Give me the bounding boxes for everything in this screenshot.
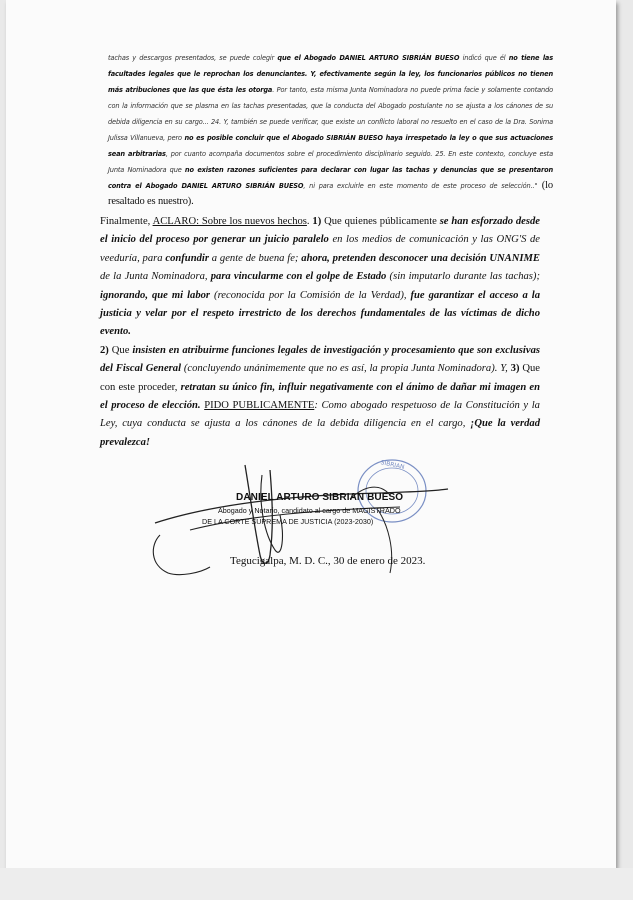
- italic-text: a gente de buena fe;: [208, 252, 302, 264]
- italic-text: (reconocida por la Comisión de la Verdad),: [210, 289, 411, 301]
- emphasis: confundir: [165, 252, 209, 264]
- quote-note: (lo resaltado es nuestro).: [108, 180, 553, 207]
- quote-bold: no es posible concluir que el Abogado SIBRIÁN BUESO haya irrespetado la ley o que sus actuaciones sean arbitrarias: [108, 134, 553, 158]
- quote-text: . Por tanto, esta misma Junta Nominadora no puede prima facie y solamente contando con la información que se plasma en las tachas presentadas, que la conducta del Abogado postulante no se ajusta a los cánones de su debida diligencia en su cargo... 24. Y, también se puede verificar, que existe un conflicto laboral no resuelto en el caso de la Dra. Sonima Julissa Villanueva, pero: [108, 86, 553, 142]
- italic-text: en los medios de comunicación y las ONG'S de veeduría, para: [100, 234, 540, 264]
- emphasis: se han esforzado desde el inicio del proceso por generar un juicio paralelo: [100, 216, 541, 246]
- emphasis: fue garantizar el acceso a la justicia y velar por el respeto irrestricto de los derechos fundamentales de las víctimas de dicho evento.: [100, 289, 540, 338]
- body-text: Que quienes públicamente: [321, 216, 440, 227]
- aclaro-heading: ACLARO: Sobre los nuevos hechos: [152, 216, 307, 227]
- quote-text: indicó que él: [459, 54, 509, 62]
- emphasis: insisten en atribuirme funciones legales de investigación y procesamiento que son exclusivas del Fiscal General: [100, 344, 540, 375]
- italic-text: : Como abogado respetuoso de la Constitución y la Ley, cuya conducta se ajusta a los cánones de la debida diligencia en el cargo,: [100, 400, 540, 430]
- point-number: 1): [312, 216, 322, 227]
- point-number: 2): [100, 344, 109, 356]
- body-text: Finalmente,: [100, 216, 153, 227]
- emphasis: retratan su único fin, influir negativamente con el ánimo de dañar mi imagen en el proceso de elección.: [100, 381, 540, 412]
- italic-text: de la Junta Nominadora,: [100, 271, 211, 283]
- date-line: Tegucigalpa, M. D. C., 30 de enero de 2023.: [230, 555, 426, 567]
- stamp-text: SIBRIAN: [379, 459, 406, 471]
- quote-bold: que el Abogado DANIEL ARTURO SIBRIÁN BUESO: [277, 54, 460, 62]
- body-text: Que con este proceder,: [100, 363, 540, 393]
- quoted-resolution: [108, 50, 553, 210]
- body-text: .: [306, 216, 313, 227]
- quote-text: tachas y descargos presentados, se puede colegir: [108, 54, 278, 62]
- quote-bold: no tiene las facultades legales que le reprochan los denunciantes. Y, efectivamente según la ley, los funcionarios públicos no tienen más atribuciones que las que ésta les otorga: [108, 54, 554, 94]
- italic-text: (sin imputarlo durante las tachas);: [386, 271, 540, 283]
- page-shadow: [0, 868, 633, 900]
- italic-text: (concluyendo unánimemente que no es así, la propia Junta Nominadora). Y,: [181, 363, 511, 375]
- signatory-title: Abogado y Notario, candidato al cargo de MAGISTRADO: [218, 506, 401, 515]
- point-number: 3): [510, 363, 520, 375]
- quote-bold: no existen razones suficientes para declarar con lugar las tachas y denuncias que se presentaron contra el Abogado DANIEL ARTURO SIBRIÁN BUESO: [108, 166, 553, 190]
- body-text: Que: [108, 344, 133, 356]
- closing-exclamation: ¡Que la verdad prevalezca!: [100, 418, 540, 448]
- emphasis: ahora, pretenden desconocer una decisión UNANIME: [301, 252, 540, 264]
- quote-text: , por cuanto acompaña documentos sobre el procedimiento disciplinario seguido. 25. En este contexto, concluye esta Junta Nominadora que: [108, 150, 554, 174]
- main-paragraph: [100, 213, 540, 452]
- emphasis: para vincularme con el golpe de Estado: [210, 271, 387, 283]
- quote-text: , ni para excluirle en este momento de este proceso de selección..": [303, 182, 538, 190]
- signatory-title: DE LA CORTE SUPREMA DE JUSTICIA (2023-2030): [202, 517, 374, 526]
- emphasis: ignorando, que mi labor: [100, 289, 211, 301]
- signatory-name: DANIEL ARTURO SIBRIAN BUESO: [236, 492, 404, 503]
- pido-heading: PIDO PUBLICAMENTE: [204, 400, 315, 412]
